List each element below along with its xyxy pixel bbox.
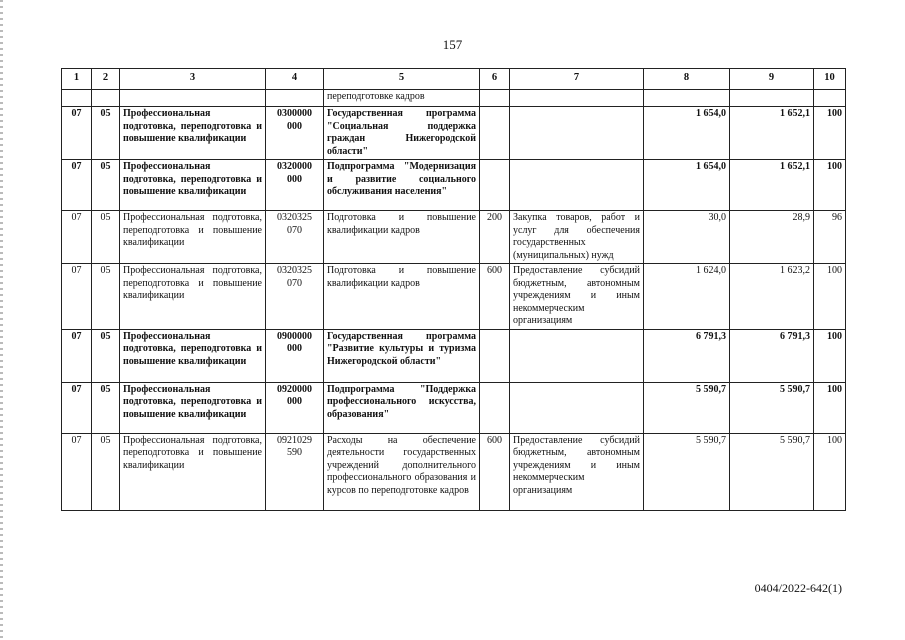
cell-expense-name <box>510 90 644 107</box>
cell-expense-name <box>510 107 644 160</box>
cell-actual: 5 590,7 <box>730 382 814 433</box>
cell-percent: 100 <box>814 329 846 382</box>
cell-planned <box>644 90 730 107</box>
col-header-2: 2 <box>92 69 120 90</box>
cell-expense-type: 200 <box>480 211 510 264</box>
cell-percent: 100 <box>814 264 846 330</box>
cell-subsection: 05 <box>92 211 120 264</box>
budget-table <box>61 68 846 511</box>
cell-target-name: Государственная программа "Развитие культуры и туризма Нижегородской области" <box>324 329 480 382</box>
cell-percent: 100 <box>814 382 846 433</box>
cell-target-code: 0300000 000 <box>266 107 324 160</box>
cell-percent: 100 <box>814 433 846 510</box>
cell-target-code: 0320000 000 <box>266 160 324 211</box>
table-row <box>62 382 846 433</box>
cell-subsection: 05 <box>92 329 120 382</box>
cell-actual: 5 590,7 <box>730 433 814 510</box>
cell-target-name: переподготовке кадров <box>324 90 480 107</box>
cell-section: 07 <box>62 329 92 382</box>
cell-percent: 96 <box>814 211 846 264</box>
cell-expense-name <box>510 160 644 211</box>
cell-expense-type <box>480 90 510 107</box>
cell-actual: 1 623,2 <box>730 264 814 330</box>
continuation-row <box>62 90 846 107</box>
cell-target-name: Подпрограмма "Поддержка профессионального искусства, образования" <box>324 382 480 433</box>
table-row <box>62 211 846 264</box>
cell-section <box>62 90 92 107</box>
cell-section-name: Профессиональная подготовка, переподготовка и повышение квалификации <box>120 264 266 330</box>
page-edge-mark <box>0 0 3 640</box>
cell-expense-name: Предоставление субсидий бюджетным, автономным учреждениям и иным некоммерческим организациям <box>510 264 644 330</box>
col-header-9: 9 <box>730 69 814 90</box>
cell-expense-type <box>480 382 510 433</box>
cell-expense-name <box>510 382 644 433</box>
cell-actual <box>730 90 814 107</box>
document-code: 0404/2022-642(1) <box>754 581 842 595</box>
col-header-4: 4 <box>266 69 324 90</box>
cell-expense-name: Закупка товаров, работ и услуг для обеспечения государственных (муниципальных) нужд <box>510 211 644 264</box>
cell-actual: 1 652,1 <box>730 107 814 160</box>
col-header-1: 1 <box>62 69 92 90</box>
cell-section-name: Профессиональная подготовка, переподготовка и повышение квалификации <box>120 433 266 510</box>
cell-planned: 5 590,7 <box>644 382 730 433</box>
table-row <box>62 107 846 160</box>
cell-planned: 6 791,3 <box>644 329 730 382</box>
cell-expense-type <box>480 107 510 160</box>
cell-planned: 5 590,7 <box>644 433 730 510</box>
col-header-7: 7 <box>510 69 644 90</box>
cell-actual: 1 652,1 <box>730 160 814 211</box>
cell-section: 07 <box>62 382 92 433</box>
cell-target-code: 0320325 070 <box>266 211 324 264</box>
cell-section-name <box>120 90 266 107</box>
cell-expense-type <box>480 329 510 382</box>
cell-section: 07 <box>62 433 92 510</box>
col-header-6: 6 <box>480 69 510 90</box>
cell-subsection: 05 <box>92 160 120 211</box>
cell-expense-name <box>510 329 644 382</box>
cell-actual: 6 791,3 <box>730 329 814 382</box>
cell-target-name: Расходы на обеспечение деятельности государственных учреждений дополнительного профессионального образования и курсов по переподготовке кадров <box>324 433 480 510</box>
cell-percent: 100 <box>814 107 846 160</box>
cell-planned: 1 654,0 <box>644 107 730 160</box>
cell-target-code: 0920000 000 <box>266 382 324 433</box>
cell-section: 07 <box>62 160 92 211</box>
cell-planned: 1 654,0 <box>644 160 730 211</box>
table-row <box>62 264 846 330</box>
cell-section-name: Профессиональная подготовка, переподготовка и повышение квалификации <box>120 107 266 160</box>
cell-target-code: 0921029 590 <box>266 433 324 510</box>
col-header-8: 8 <box>644 69 730 90</box>
cell-percent <box>814 90 846 107</box>
cell-percent: 100 <box>814 160 846 211</box>
cell-target-name: Подготовка и повышение квалификации кадров <box>324 264 480 330</box>
page-number: 157 <box>442 37 463 52</box>
cell-expense-type: 600 <box>480 264 510 330</box>
header-row <box>62 69 846 90</box>
cell-subsection: 05 <box>92 433 120 510</box>
cell-planned: 1 624,0 <box>644 264 730 330</box>
table-row <box>62 160 846 211</box>
table-row <box>62 433 846 510</box>
col-header-5: 5 <box>324 69 480 90</box>
cell-expense-type <box>480 160 510 211</box>
cell-section: 07 <box>62 211 92 264</box>
col-header-3: 3 <box>120 69 266 90</box>
cell-section-name: Профессиональная подготовка, переподготовка и повышение квалификации <box>120 160 266 211</box>
cell-subsection: 05 <box>92 382 120 433</box>
cell-subsection: 05 <box>92 107 120 160</box>
cell-expense-type: 600 <box>480 433 510 510</box>
cell-section: 07 <box>62 264 92 330</box>
cell-actual: 28,9 <box>730 211 814 264</box>
cell-subsection <box>92 90 120 107</box>
cell-subsection: 05 <box>92 264 120 330</box>
col-header-10: 10 <box>814 69 846 90</box>
cell-target-code <box>266 90 324 107</box>
cell-target-name: Подготовка и повышение квалификации кадров <box>324 211 480 264</box>
cell-section: 07 <box>62 107 92 160</box>
cell-section-name: Профессиональная подготовка, переподготовка и повышение квалификации <box>120 211 266 264</box>
cell-section-name: Профессиональная подготовка, переподготовка и повышение квалификации <box>120 382 266 433</box>
cell-target-name: Подпрограмма "Модернизация и развитие социального обслуживания населения" <box>324 160 480 211</box>
cell-target-code: 0320325 070 <box>266 264 324 330</box>
cell-target-code: 0900000 000 <box>266 329 324 382</box>
cell-section-name: Профессиональная подготовка, переподготовка и повышение квалификации <box>120 329 266 382</box>
cell-target-name: Государственная программа "Социальная поддержка граждан Нижегородской области" <box>324 107 480 160</box>
cell-expense-name: Предоставление субсидий бюджетным, автономным учреждениям и иным некоммерческим организациям <box>510 433 644 510</box>
cell-planned: 30,0 <box>644 211 730 264</box>
table-row <box>62 329 846 382</box>
